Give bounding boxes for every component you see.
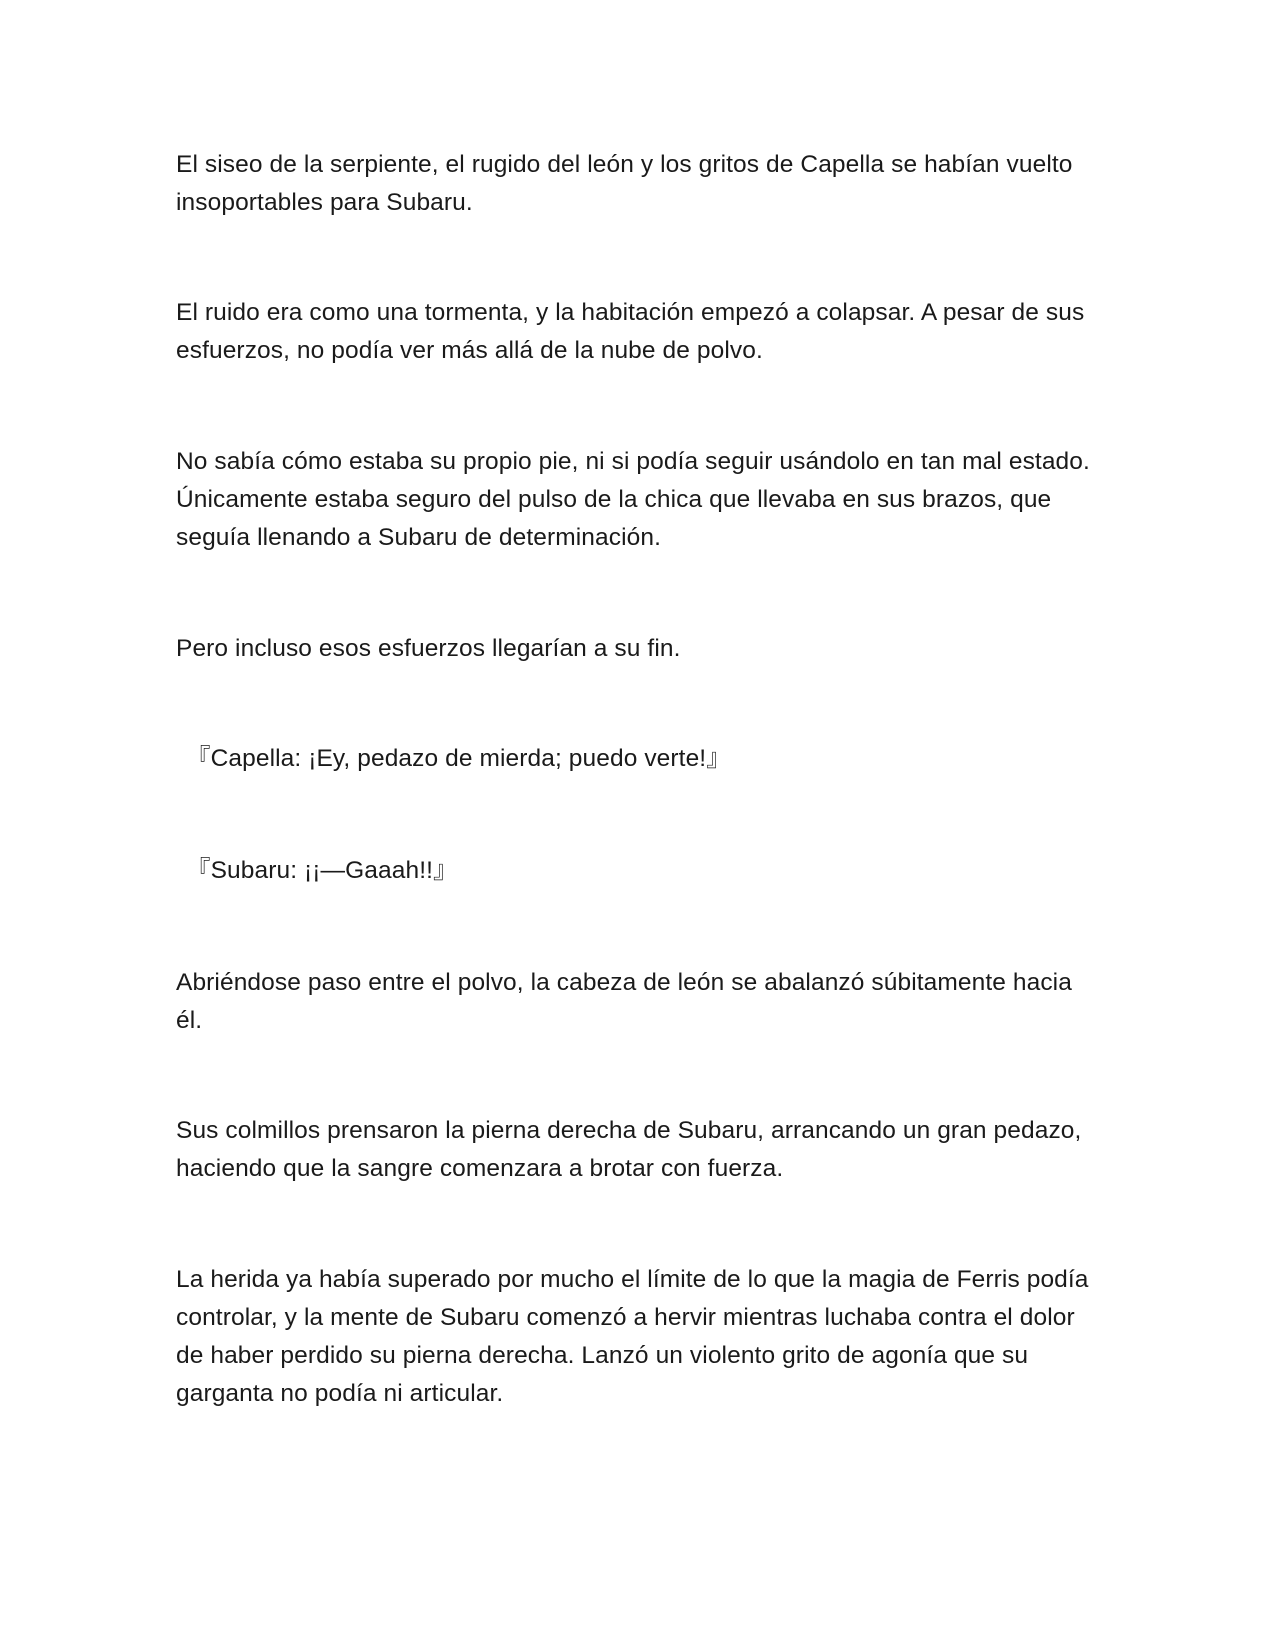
paragraph: Pero incluso esos esfuerzos llegarían a su fin.	[176, 635, 681, 662]
paragraph: El ruido era como una tormenta, y la habitación empezó a colapsar. A pesar de sus esfuerzos, no podía ver más allá de la nube de polvo.	[176, 299, 1085, 364]
paragraph: La herida ya había superado por mucho el límite de lo que la magia de Ferris podía controlar, y la mente de Subaru comenzó a hervir mientras luchaba contra el dolor de haber perdido su pierna derecha. Lanzó un violento grito de agonía que su garganta no podía ni articular.	[176, 1266, 1089, 1407]
dialogue-line-capella: 『Capella: ¡Ey, pedazo de mierda; puedo verte!』	[186, 745, 731, 772]
paragraph: Sus colmillos prensaron la pierna derecha de Subaru, arrancando un gran pedazo, haciendo que la sangre comenzara a brotar con fuerza.	[176, 1117, 1082, 1182]
paragraph: Abriéndose paso entre el polvo, la cabeza de león se abalanzó súbitamente hacia él.	[176, 969, 1072, 1034]
paragraph: No sabía cómo estaba su propio pie, ni si podía seguir usándolo en tan mal estado. Únicamente estaba seguro del pulso de la chica que llevaba en sus brazos, que seguía llenando a Subaru de determinación.	[176, 448, 1090, 551]
dialogue-line-subaru: 『Subaru: ¡¡—Gaaah!!』	[186, 857, 458, 884]
paragraph: El siseo de la serpiente, el rugido del león y los gritos de Capella se habían vuelto insoportables para Subaru.	[176, 151, 1073, 216]
